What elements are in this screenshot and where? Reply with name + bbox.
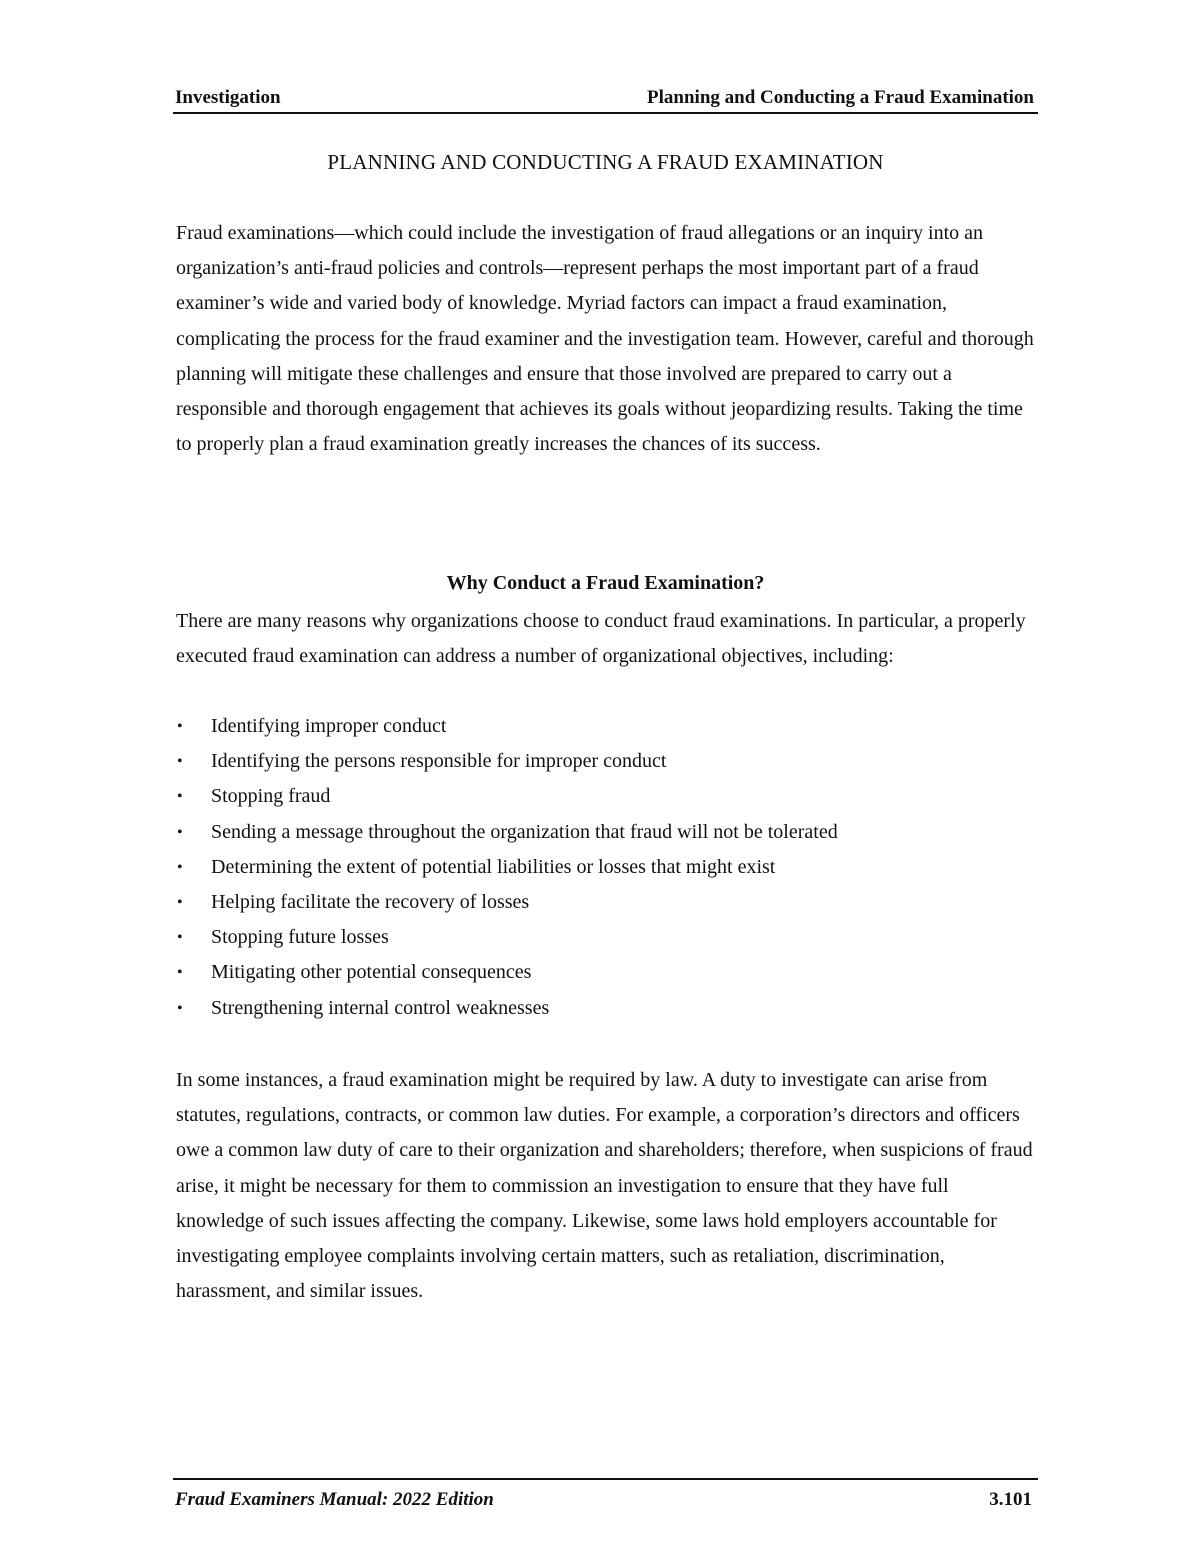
list-item-text: Determining the extent of potential liabilities or losses that might exist [211, 855, 776, 878]
list-item-text: Identifying improper conduct [211, 715, 447, 737]
list-item-text: Identifying the persons responsible for improper conduct [211, 750, 667, 773]
running-header [173, 86, 1038, 114]
intro-paragraph: Fraud examinations—which could include the investigation of fraud allegations or an inquiry into an organization’s anti-fraud policies and controls—represent perhaps the most important part of a fraud examiner’s wide and varied body of knowledge. Myriad factors can impact a fraud examination, complicating the process for the fraud examiner and the investigation team. However, careful and thorough planning will mitigate these challenges and ensure that those involved are prepared to carry out a responsible and thorough engagement that achieves its goals without jeopardizing results. Taking the time to properly plan a fraud examination greatly increases the chances of its success. [176, 222, 1034, 456]
list-item [176, 709, 1038, 744]
bullet-icon: • [177, 893, 183, 911]
list-item-text: Helping facilitate the recovery of losses [211, 890, 530, 913]
bullet-icon: • [177, 999, 183, 1017]
list-item [176, 779, 1038, 814]
running-footer [173, 1478, 1038, 1514]
list-item [176, 850, 1038, 885]
header-chapter-title: Planning and Conducting a Fraud Examination [647, 87, 1034, 108]
list-item-text: Stopping future losses [211, 926, 389, 949]
list-item-text: Strengthening internal control weaknesses [211, 996, 550, 1019]
list-item-text: Sending a message throughout the organization that fraud will not be tolerated [211, 820, 838, 843]
bullet-icon: • [177, 753, 183, 771]
list-item [176, 955, 1038, 990]
section-intro-paragraph: There are many reasons why organizations choose to conduct fraud examinations. In particular, a properly executed fraud examination can address a number of organizational objectives, including: [176, 610, 1026, 668]
page-title: PLANNING AND CONDUCTING A FRAUD EXAMINATION [327, 150, 884, 174]
bullet-icon: • [177, 929, 183, 947]
list-item [176, 991, 1038, 1026]
footer-publication-title: Fraud Examiners Manual: 2022 Edition [175, 1489, 494, 1510]
legal-duty-paragraph: In some instances, a fraud examination might be required by law. A duty to investigate can arise from statutes, regulations, contracts, or common law duties. For example, a corporation’s directors and officers owe a common law duty of care to their organization and shareholders; therefore, when suspicions of fraud arise, it might be necessary for them to commission an investigation to ensure that they have full knowledge of such issues affecting the company. Likewise, some laws hold employers accountable for investigating employee complaints involving certain matters, such as retaliation, discrimination, harassment, and similar issues. [176, 1069, 1033, 1303]
footer-page-number: 3.101 [989, 1489, 1032, 1510]
list-item-text: Stopping fraud [211, 785, 331, 808]
list-item [176, 815, 1038, 850]
bullet-icon: • [177, 858, 183, 876]
objectives-list [176, 709, 1038, 1026]
list-item-text: Mitigating other potential consequences [211, 961, 532, 984]
list-item [176, 920, 1038, 955]
bullet-icon: • [177, 788, 183, 806]
bullet-icon: • [177, 823, 183, 841]
list-item [176, 744, 1038, 779]
list-item [176, 885, 1038, 920]
bullet-icon: • [177, 718, 183, 735]
header-section-name: Investigation [175, 87, 281, 108]
section-heading: Why Conduct a Fraud Examination? [446, 572, 765, 594]
bullet-icon: • [177, 964, 183, 982]
